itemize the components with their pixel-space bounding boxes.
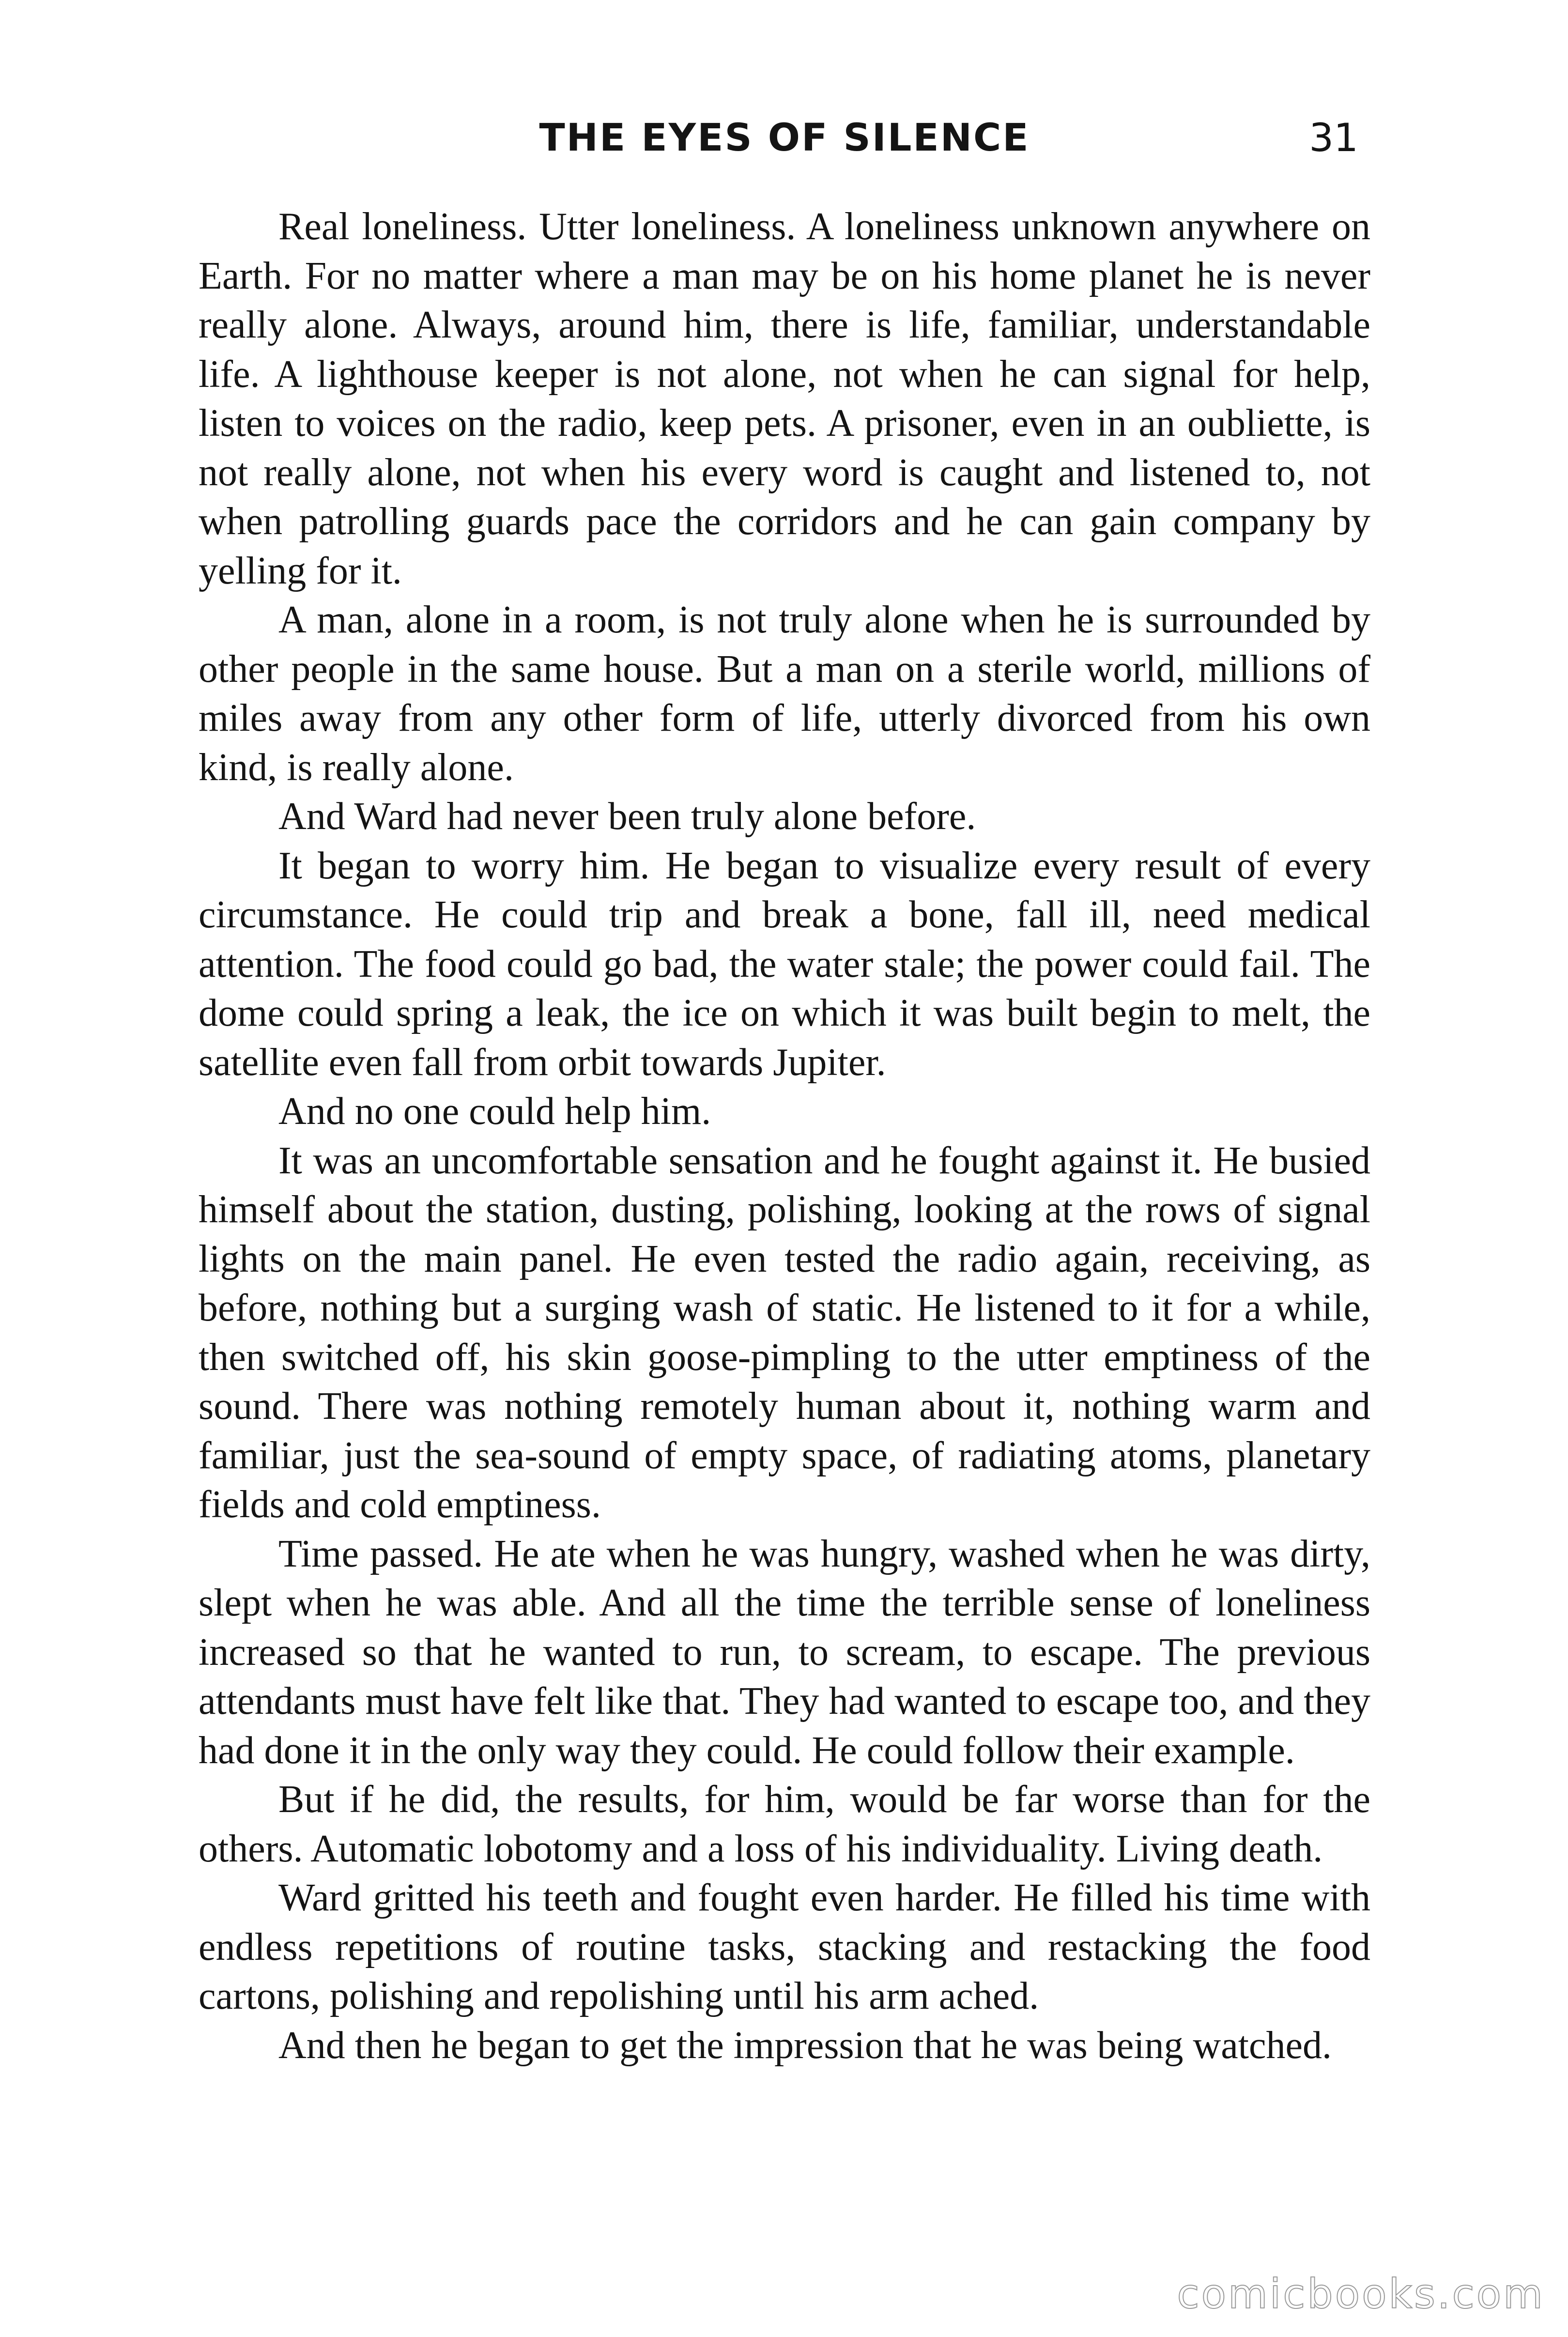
paragraph: But if he did, the results, for him, would be far worse than for the others. Automatic lobotomy and a loss of his individuality. Living death. — [199, 1778, 1370, 1870]
paragraph: A man, alone in a room, is not truly alone when he is surrounded by other people in the same house. But a man on a sterile world, millions of miles away from any other form of life, utterly divorced from his own kind, is really alone. — [199, 599, 1370, 789]
paragraph: And no one could help him. — [278, 1090, 711, 1133]
body-text — [199, 202, 1370, 2070]
chapter-title: THE EYES OF SILENCE — [539, 116, 1030, 160]
paragraph: It was an uncomfortable sensation and he fought against it. He busied himself about the station, dusting, polishing, looking at the rows of signal lights on the main panel. He even tested the radio again, receiving, as before, nothing but a surging wash of static. He listened to it for a while, then switched off, his skin goose-pimpling to the utter emptiness of the sound. There was nothing remotely human about it, nothing warm and familiar, just the sea-sound of empty space, of radiating atoms, planetary fields and cold emptiness. — [199, 1139, 1370, 1526]
paragraph: Real loneliness. Utter loneliness. A loneliness unknown anywhere on Earth. For no matter where a man may be on his home planet he is never really alone. Always, around him, there is life, familiar, understandable life. A lighthouse keeper is not alone, not when he can signal for help, listen to voices on the radio, keep pets. A prisoner, even in an oubliette, is not really alone, not when his every word is caught and listened to, not when patrolling guards pace the corridors and he can gain company by yelling for it. — [199, 205, 1370, 592]
page-number: 31 — [1309, 115, 1358, 160]
paragraph: It began to worry him. He began to visualize every result of every circumstance. He could trip and break a bone, fall ill, need medical attention. The food could go bad, the water stale; the power could fail. The dome could spring a leak, the ice on which it was built begin to melt, the satellite even fall from orbit towards Jupiter. — [199, 844, 1370, 1084]
paragraph: Ward gritted his teeth and fought even harder. He filled his time with endless repetitions of routine tasks, stacking and restacking the food cartons, polishing and repolishing until his arm ached. — [199, 1876, 1370, 2017]
paragraph: And then he began to get the impression that he was being watched. — [278, 2024, 1332, 2067]
paragraph: Time passed. He ate when he was hungry, washed when he was dirty, slept when he was able. And all the time the terrible sense of loneliness increased so that he wanted to run, to scream, to escape. The previous attendants must have felt like that. They had wanted to escape too, and they had done it in the only way they could. He could follow their example. — [199, 1532, 1370, 1772]
running-head — [199, 109, 1370, 167]
paragraph: And Ward had never been truly alone before. — [278, 795, 976, 838]
watermark: comicbooks.com — [1177, 2270, 1545, 2318]
